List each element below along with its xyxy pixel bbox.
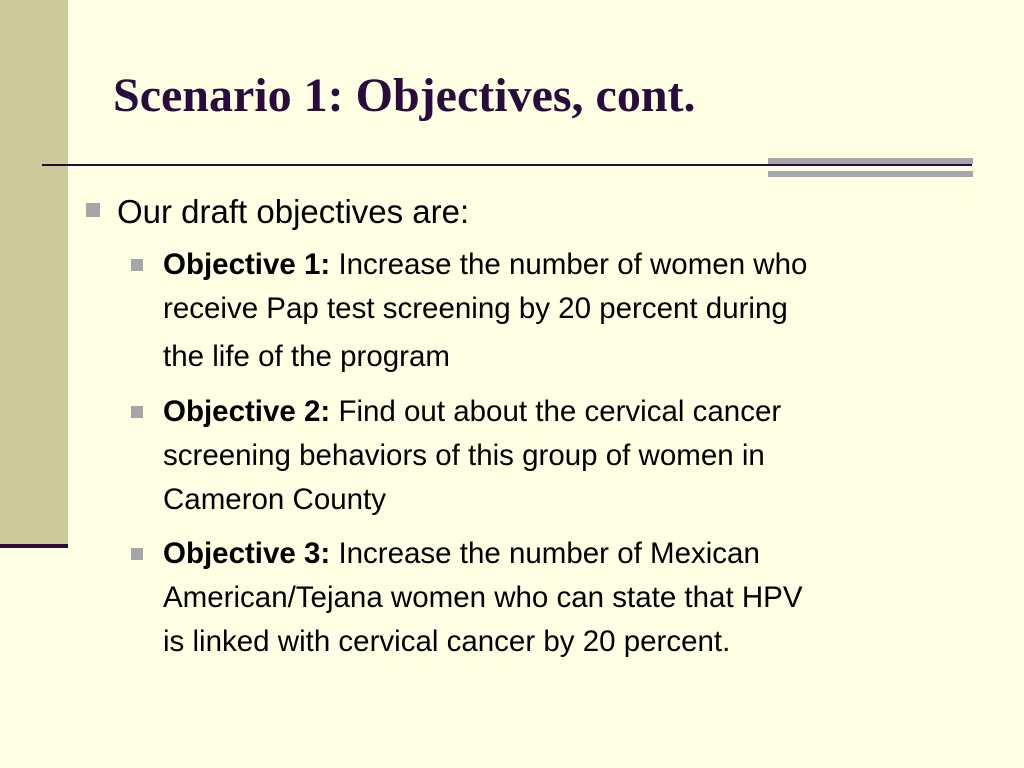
objective-text-3 bbox=[163, 532, 978, 664]
objective-label-3: Objective 3: bbox=[163, 537, 331, 570]
left-decorative-bar bbox=[0, 0, 68, 546]
objective-line: Cameron County bbox=[163, 483, 386, 516]
accent-stripe-top bbox=[768, 158, 973, 164]
accent-stripe-bottom bbox=[768, 171, 973, 177]
objective-line: is linked with cervical cancer by 20 percent. bbox=[163, 625, 731, 658]
title-accent-stripes bbox=[768, 158, 973, 180]
objective-label-2: Objective 2: bbox=[163, 395, 331, 428]
objective-line: screening behaviors of this group of women in bbox=[163, 439, 765, 472]
left-bar-underline bbox=[0, 544, 68, 548]
objective-line: Find out about the cervical cancer bbox=[338, 395, 782, 428]
square-bullet-icon bbox=[131, 406, 143, 418]
objective-line: Increase the number of Mexican bbox=[338, 537, 760, 570]
slide-title: Scenario 1: Objectives, cont. bbox=[113, 69, 696, 122]
objective-text-1 bbox=[163, 243, 978, 379]
intro-bullet-text: Our draft objectives are: bbox=[117, 193, 470, 230]
square-bullet-icon bbox=[131, 259, 143, 271]
objective-label-1: Objective 1: bbox=[163, 248, 331, 281]
objective-line: American/Tejana women who can state that HPV bbox=[163, 581, 803, 614]
objective-line: the life of the program bbox=[163, 340, 450, 373]
objective-line: receive Pap test screening by 20 percent during bbox=[163, 292, 788, 325]
objective-text-2 bbox=[163, 390, 978, 522]
square-bullet-icon bbox=[86, 203, 100, 217]
objective-line: Increase the number of women who bbox=[338, 248, 808, 281]
square-bullet-icon bbox=[131, 548, 143, 560]
